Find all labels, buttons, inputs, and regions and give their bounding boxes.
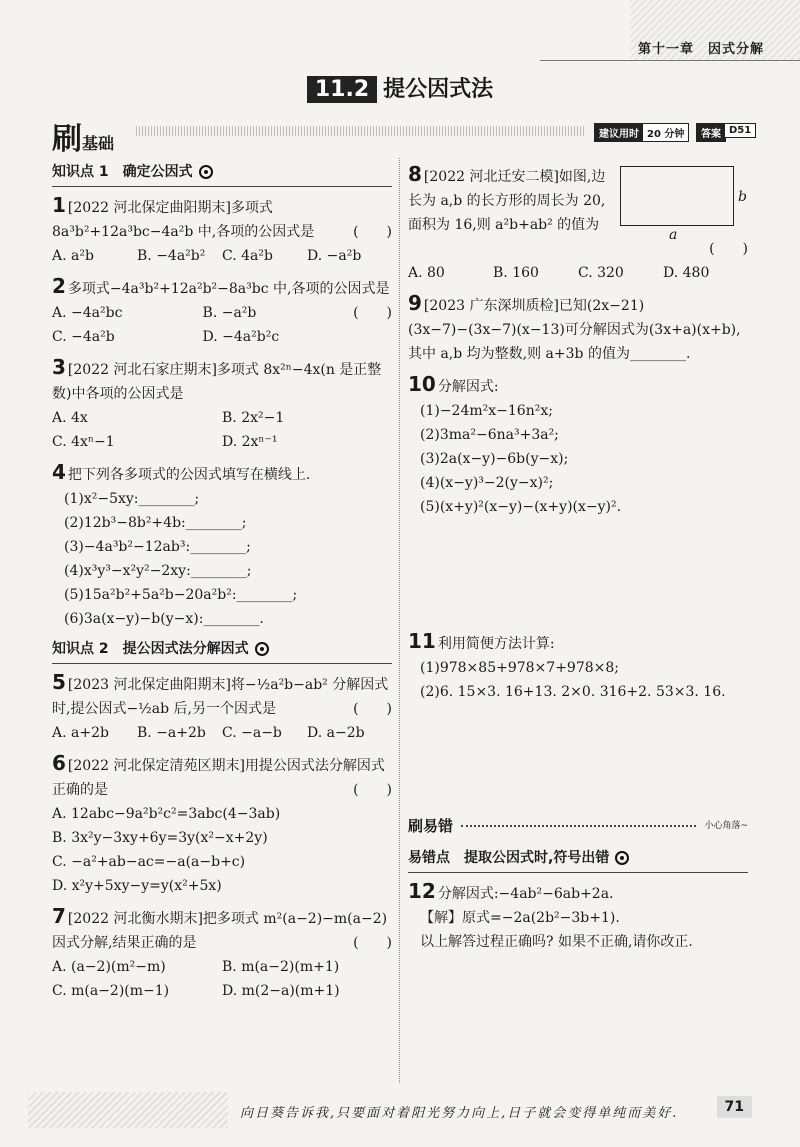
section-title-text: 提公因式法: [383, 77, 494, 102]
footer-motto: 向日葵告诉我,只要面对着阳光努力向上,日子就会变得单纯而美好.: [240, 1106, 679, 1121]
option-c: C. −4a²b: [52, 329, 115, 345]
question-9: [408, 291, 748, 366]
option-a: A. 80: [408, 265, 445, 281]
question-number: 2: [52, 274, 66, 298]
option-b: B. −4a²b²: [137, 248, 206, 264]
option-a: A. (a−2)(m²−m): [52, 959, 166, 975]
solution-question: 以上解答过程正确吗? 如果不正确,请你改正.: [420, 934, 693, 950]
question-number: 9: [408, 291, 422, 315]
sub-item: (3)2a(x−y)−6b(y−x);: [420, 451, 569, 467]
options: [52, 721, 392, 745]
question-12: [408, 879, 748, 954]
option-a: A. −4a²bc: [52, 305, 123, 321]
option-d: D. a−2b: [307, 725, 365, 741]
sub-items: [52, 487, 392, 631]
question-text: [2022 河北石家庄期末]多项式 8x²ⁿ−4x(n 是正整数)中各项的公因式是: [52, 362, 382, 402]
option-c: C. −a²+ab−ac=−a(a−b+c): [52, 854, 246, 870]
knowledge-point-1: [52, 160, 392, 187]
solution-label: 【解】: [420, 910, 462, 926]
question-text: 多项式−4a³b²+12a²b²−8a³bc 中,各项的公因式是: [67, 281, 390, 297]
option-d: D. x²y+5xy−y=y(x²+5x): [52, 878, 222, 894]
option-d: D. 2xⁿ⁻¹: [222, 434, 278, 450]
question-1: [52, 193, 392, 268]
solution-text: 原式=−2a(2b²−3b+1).: [462, 910, 620, 926]
mistake-point-label: 易错点 提取公因式时,符号出错: [408, 850, 610, 866]
page-footer: [0, 1092, 800, 1128]
basics-label: 基础: [82, 134, 115, 153]
question-6: [52, 751, 392, 898]
sub-item: (3)−4a³b²−12ab³:________;: [64, 539, 251, 555]
option-b: B. m(a−2)(m+1): [222, 959, 340, 975]
answer-bracket: ( ): [709, 241, 748, 257]
answer-bracket: ( ): [353, 701, 392, 717]
options: [52, 955, 392, 1003]
question-text: 利用简便方法计算:: [437, 636, 555, 652]
question-text: 把下列各多项式的公因式填写在横线上.: [67, 467, 311, 483]
left-column: [52, 160, 392, 1009]
option-a: A. a+2b: [52, 725, 109, 741]
question-number: 3: [52, 355, 66, 379]
basics-heading: [52, 114, 114, 158]
sub-item: (1)−24m²x−16n²x;: [420, 403, 553, 419]
question-7: [52, 904, 392, 1003]
option-b: B. −a+2b: [137, 725, 206, 741]
question-number: 12: [408, 879, 436, 903]
kp1-label: 知识点 1 确定公因式: [52, 164, 193, 180]
side-label-a: a: [669, 227, 678, 243]
mistake-heading: [408, 814, 748, 838]
mistake-dotted-rule: [461, 825, 696, 827]
time-value: 20 分钟: [642, 123, 689, 142]
target-icon: [255, 642, 269, 656]
solution: [408, 906, 748, 954]
question-text: 分解因式:: [437, 379, 499, 395]
sub-item: (4)(x−y)³−2(y−x)²;: [420, 475, 554, 491]
answer-label: 答案: [696, 123, 726, 142]
question-8: [408, 162, 748, 285]
option-d: D. 480: [663, 265, 710, 281]
answer-page: D51: [724, 123, 756, 138]
option-c: C. −a−b: [222, 725, 282, 741]
question-text: [2022 河北保定清苑区期末]用提公因式法分解因式正确的是: [52, 758, 385, 798]
question-number: 1: [52, 193, 66, 217]
target-icon: [199, 165, 213, 179]
right-column: [408, 160, 748, 960]
option-c: C. 320: [578, 265, 624, 281]
sub-item: (1)x²−5xy:________;: [64, 491, 200, 507]
option-d: D. −a²b: [307, 248, 362, 264]
question-number: 4: [52, 460, 66, 484]
option-b: B. 160: [493, 265, 539, 281]
sub-item: (2)3ma²−6na³+3a²;: [420, 427, 559, 443]
option-c: C. m(a−2)(m−1): [52, 983, 170, 999]
option-a: A. 12abc−9a²b²c²=3abc(4−3ab): [52, 806, 281, 822]
question-text: [2022 河北衡水期末]把多项式 m²(a−2)−m(a−2)因式分解,结果正确的是: [52, 911, 388, 951]
question-3: [52, 355, 392, 454]
sub-item: (6)3a(x−y)−b(y−x):________.: [64, 611, 264, 627]
rectangle-figure: [620, 166, 747, 243]
sub-item: (1)978×85+978×7+978×8;: [420, 660, 619, 676]
answer-bracket: ( ): [353, 935, 392, 951]
mistake-note: 小心角落~: [704, 821, 748, 831]
mistake-point: [408, 846, 748, 873]
chapter-header: 第十一章 因式分解: [637, 42, 764, 57]
section-title: [0, 72, 800, 103]
answer-bracket: ( ): [353, 224, 392, 240]
question-4: [52, 460, 392, 631]
question-text: 分解因式:−4ab²−6ab+2a.: [437, 886, 614, 902]
question-text: [2022 河北迁安二模]如图,边长为 a,b 的长方形的周长为 20,面积为 16,则 a²b+ab² 的值为: [408, 169, 606, 233]
option-d: D. −4a²b²c: [202, 329, 280, 345]
sub-item: (2)12b³−8b²+4b:________;: [64, 515, 247, 531]
answer-bracket: ( ): [353, 305, 392, 321]
footer-pattern: [28, 1092, 228, 1128]
answer-bracket: ( ): [353, 782, 392, 798]
options: [408, 261, 748, 285]
question-text: [2023 河北保定曲阳期末]将−½a²b−ab² 分解因式时,提公因式−½ab 后,另一个因式是: [52, 677, 389, 717]
option-b: B. 2x²−1: [222, 410, 285, 426]
header-rule: [540, 60, 800, 61]
time-label: 建议用时: [594, 123, 644, 142]
column-divider: [399, 158, 400, 1083]
mistake-title: 刷易错: [408, 817, 454, 835]
sub-item: (4)x³y³−x²y²−2xy:________;: [64, 563, 252, 579]
question-number: 10: [408, 372, 436, 396]
question-text: [2022 河北保定曲阳期末]多项式 8a³b²+12a³bc−4a²b 中,各项的公因式是: [52, 200, 315, 240]
option-c: C. 4xⁿ−1: [52, 434, 115, 450]
options: [52, 406, 392, 454]
question-number: 8: [408, 162, 422, 186]
question-text: [2023 广东深圳质检]已知(2x−21)(3x−7)−(3x−7)(x−13)可分解因式为(3x+a)(x+b),其中 a,b 均为整数,则 a+3b 的值为________.: [408, 298, 741, 362]
heading-dot-strip: [136, 126, 586, 136]
sub-items: [408, 399, 748, 519]
question-number: 5: [52, 670, 66, 694]
options: [52, 301, 353, 349]
option-c: C. 4a²b: [222, 248, 273, 264]
sub-item: (2)6. 15×3. 16+13. 2×0. 316+2. 53×3. 16.: [420, 684, 726, 700]
sub-item: (5)(x+y)²(x−y)−(x+y)(x−y)².: [420, 499, 622, 515]
target-icon: [615, 851, 629, 865]
question-2: [52, 274, 392, 349]
knowledge-point-2: [52, 637, 392, 664]
question-5: [52, 670, 392, 745]
option-d: D. m(2−a)(m+1): [222, 983, 340, 999]
kp2-label: 知识点 2 提公因式法分解因式: [52, 641, 249, 657]
option-a: A. 4x: [52, 410, 88, 426]
options: [52, 244, 392, 268]
question-10: [408, 372, 748, 519]
option-b: B. 3x²y−3xy+6y=3y(x²−x+2y): [52, 830, 268, 846]
sub-items: [408, 656, 748, 704]
question-number: 6: [52, 751, 66, 775]
basics-big-char: 刷: [52, 122, 82, 157]
question-number: 7: [52, 904, 66, 928]
option-a: A. a²b: [52, 248, 94, 264]
question-11: [408, 629, 748, 704]
option-b: B. −a²b: [202, 305, 257, 321]
question-number: 11: [408, 629, 436, 653]
section-number: 11.2: [307, 76, 377, 103]
side-label-b: b: [738, 189, 747, 205]
page-number: 71: [717, 1096, 752, 1118]
sub-item: (5)15a²b²+5a²b−20a²b²:________;: [64, 587, 298, 603]
